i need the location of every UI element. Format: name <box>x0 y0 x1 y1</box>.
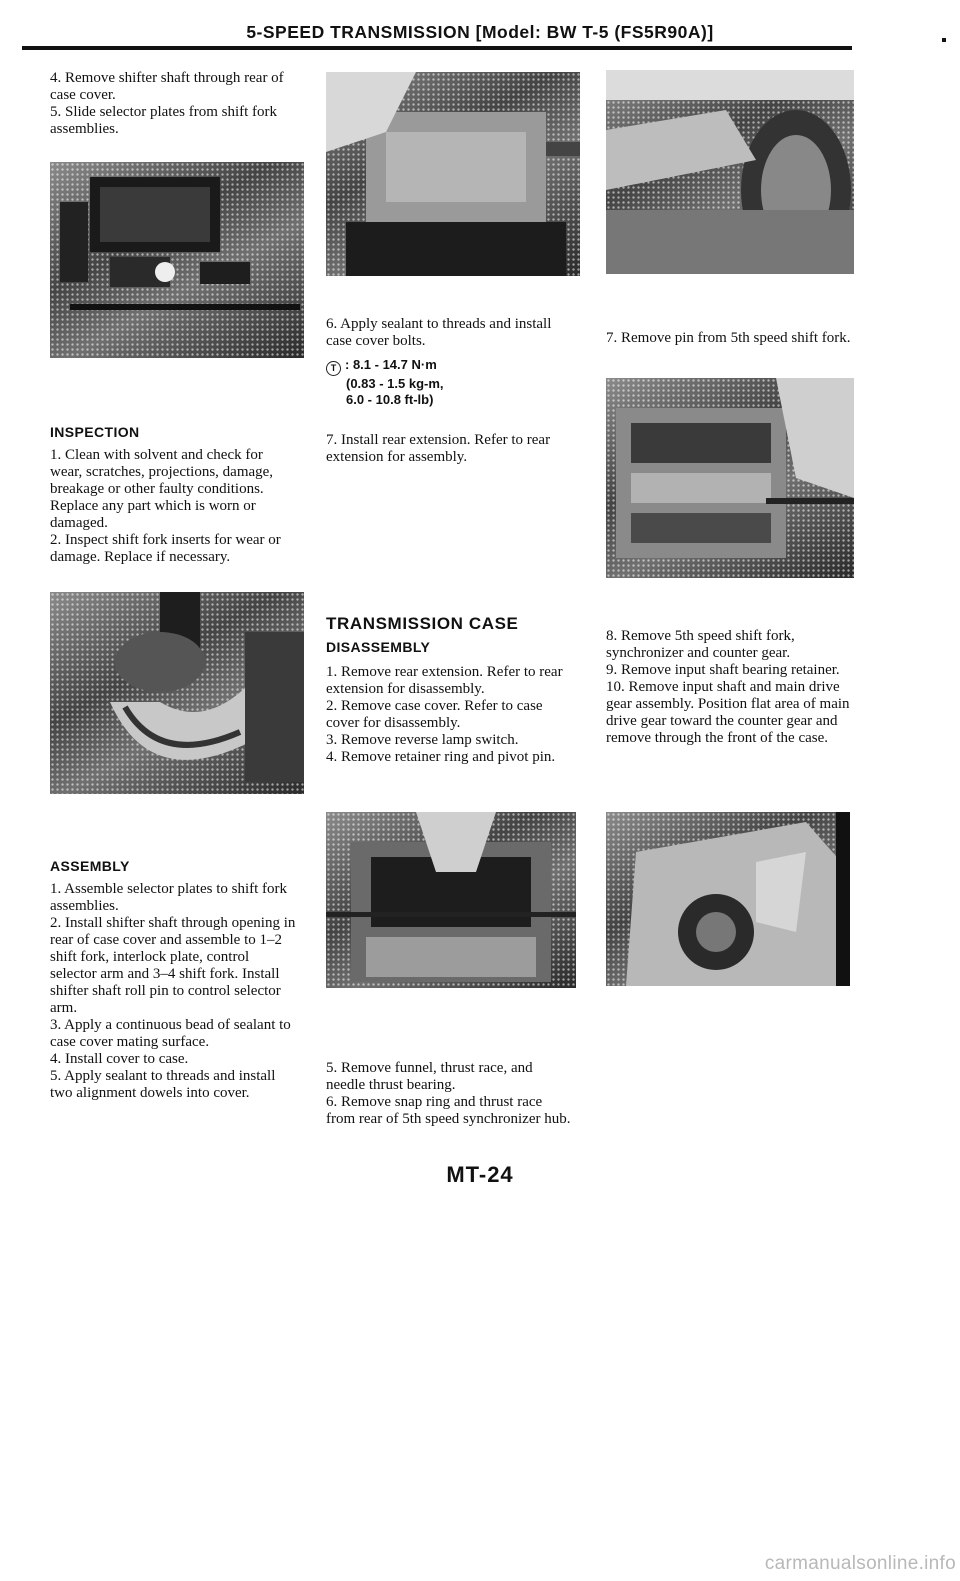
col2-steps-bottom <box>326 1060 572 1128</box>
step-text: 9. Remove input shaft bearing retainer. <box>606 662 840 678</box>
step-text: 1. Assemble selector plates to shift fork assemblies. <box>50 881 288 914</box>
step-text: 5. Apply sealant to threads and install two alignment dowels into cover. <box>50 1068 276 1101</box>
col2-step-7 <box>326 432 572 466</box>
col1-steps-top <box>50 70 296 138</box>
photo-case-cover-bolts <box>326 72 580 276</box>
step-text: 1. Clean with solvent and check for wear, scratches, projections, damage, breakage or other faulty conditions. Replace any part which is worn or damaged. <box>50 447 274 531</box>
section-heading-transmission-case: TRANSMISSION CASE <box>326 614 519 633</box>
step-text: 4. Remove shifter shaft through rear of case cover. <box>50 70 284 103</box>
torque-kgm: (0.83 - 1.5 kg-m, <box>346 376 444 391</box>
step-text: 7. Install rear extension. Refer to rear extension for assembly. <box>326 432 551 465</box>
photo-5th-speed-pin <box>606 70 854 274</box>
step-text: 4. Install cover to case. <box>50 1051 189 1067</box>
section-heading-assembly: ASSEMBLY <box>50 858 130 874</box>
torque-value: : 8.1 - 14.7 N·m <box>345 357 437 372</box>
photo-input-shaft-removal <box>606 812 850 986</box>
col2-step-6 <box>326 316 572 350</box>
photo-shift-fork-assemblies <box>50 162 304 358</box>
col2-disassembly-steps <box>326 664 572 766</box>
step-text: 6. Remove snap ring and thrust race from rear of 5th speed synchronizer hub. <box>326 1094 571 1127</box>
subheading-disassembly: DISASSEMBLY <box>326 639 431 655</box>
step-text: 5. Remove funnel, thrust race, and needle thrust bearing. <box>326 1060 533 1093</box>
section-heading-inspection: INSPECTION <box>50 424 140 440</box>
photo-shift-fork-insert <box>50 592 304 794</box>
step-text: 6. Apply sealant to threads and install case cover bolts. <box>326 316 552 349</box>
step-text: 5. Slide selector plates from shift fork assemblies. <box>50 104 278 137</box>
col3-step-7 <box>606 330 852 347</box>
step-text: 8. Remove 5th speed shift fork, synchronizer and counter gear. <box>606 628 795 661</box>
page-header-title: 5-SPEED TRANSMISSION [Model: BW T-5 (FS5R90A)] <box>246 22 714 42</box>
page-number: MT-24 <box>446 1162 514 1187</box>
torque-ftlb: 6.0 - 10.8 ft-lb) <box>346 392 434 407</box>
col3-steps-mid <box>606 628 852 747</box>
header-rule <box>22 46 852 50</box>
step-text: 1. Remove rear extension. Refer to rear extension for disassembly. <box>326 664 563 697</box>
step-text: 2. Install shifter shaft through opening in rear of case cover and assemble to 1–2 shift fork, interlock plate, control selector arm and 3–4 shift fork. Install shifter shaft roll pin to control selector arm. <box>50 915 296 1016</box>
torque-spec <box>326 357 572 408</box>
step-text: 3. Apply a continuous bead of sealant to case cover mating surface. <box>50 1017 291 1050</box>
col1-assembly-steps <box>50 881 296 1102</box>
photo-case-disassembly <box>326 812 576 988</box>
photo-5th-speed-fork <box>606 378 854 578</box>
step-text: 4. Remove retainer ring and pivot pin. <box>326 749 556 765</box>
step-text: 7. Remove pin from 5th speed shift fork. <box>606 330 851 346</box>
corner-mark <box>942 38 946 42</box>
watermark-text[interactable]: carmanualsonline.info <box>764 1553 956 1574</box>
torque-wrench-icon: T <box>326 361 341 376</box>
step-text: 3. Remove reverse lamp switch. <box>326 732 519 748</box>
step-text: 2. Remove case cover. Refer to case cover for disassembly. <box>326 698 543 731</box>
step-text: 10. Remove input shaft and main drive gear assembly. Position flat area of main drive gear toward the counter gear and remove through the front of the case. <box>606 679 850 746</box>
step-text: 2. Inspect shift fork inserts for wear or damage. Replace if necessary. <box>50 532 281 565</box>
col1-inspection-steps <box>50 447 296 566</box>
